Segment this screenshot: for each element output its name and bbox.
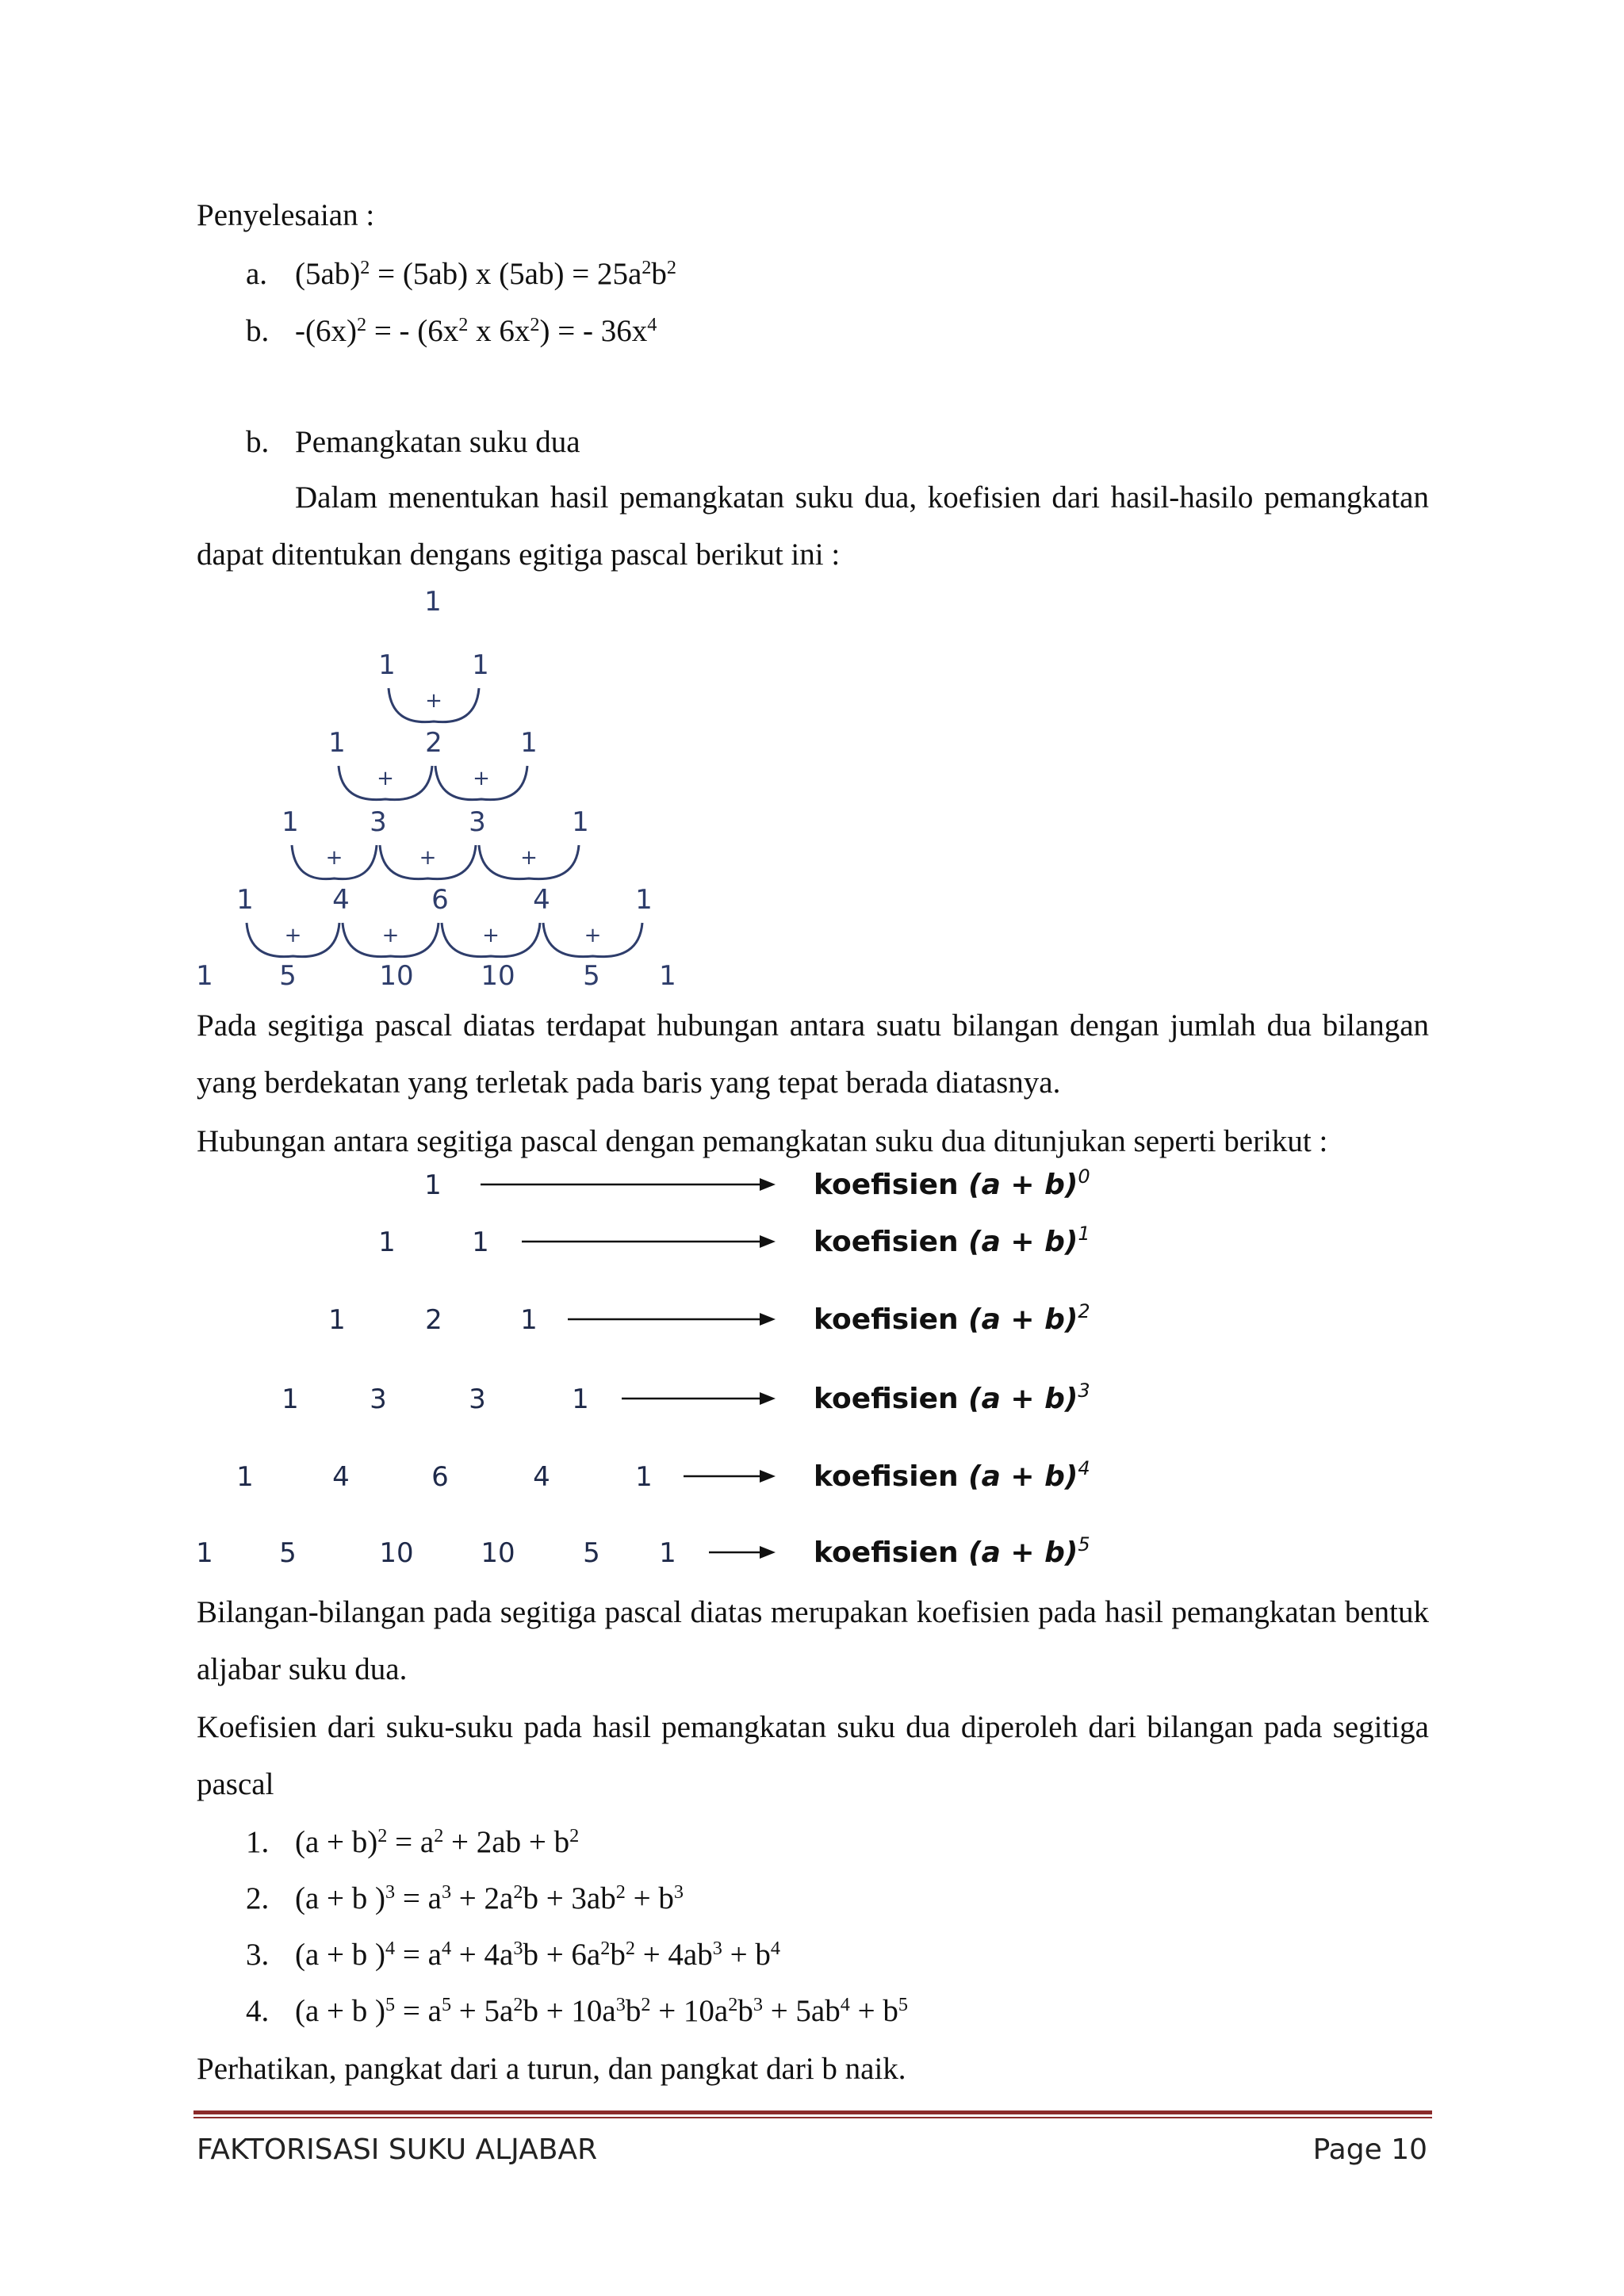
pascal-plus-sign: + [381,924,400,947]
expansion-1: $(a + b)^2 = a^2 + 2ab + b^2$ [295,1824,580,1859]
coef-number: 1 [196,1537,213,1569]
expansion-4-marker: 4. [246,1994,270,2028]
coef-number: 2 [425,1304,442,1336]
solution-item-b: $-(6x)^2$ = - ($6x^2$ x $6x^2$) = - $36x^4$ [295,313,657,348]
coef-number: 4 [533,1461,550,1493]
pascal-number: 1 [520,727,538,759]
closing-note: Perhatikan, pangkat dari a turun, dan pangkat dari b naik. [197,2052,906,2086]
expansion-4: (a + b )$^5 = a^5 + 5a^2b + 10a^3b^2 + 10a^2b^3 + 5ab^4 + b^5$ [295,1993,908,2028]
coef-arrow-head [760,1313,776,1326]
expansion-1-marker: 1. [246,1825,270,1859]
pascal-number: 1 [378,649,396,681]
footer-page-number: Page 10 [1312,2133,1427,2166]
pascal-plus-sign: + [482,924,500,947]
section-intro: Dalam menentukan hasil pemangkatan suku dua, koefisien dari hasil-hasilo pemangkatan dapat ditentukan dengans egitiga pascal berikut ini : [197,480,1429,572]
coef-label: koefisien $(a + b)^2$ [814,1300,1090,1336]
pascal-number: 3 [370,806,387,838]
pascal-number: 1 [572,806,589,838]
pascal-number: 10 [481,960,515,992]
coef-label: koefisien $(a + b)^0$ [814,1165,1090,1201]
pascal-plus-sign: + [419,846,437,870]
para-relation: Pada segitiga pascal diatas terdapat hubungan antara suatu bilangan dengan jumlah dua bilangan yang berdekatan yang terletak pada baris yang tepat berada diatasnya. [197,1008,1429,1100]
pascal-number: 1 [635,884,653,916]
solution-item-a-marker: a. [246,257,268,291]
section-title: Pemangkatan suku dua [295,425,580,459]
pascal-plus-sign: + [520,846,538,870]
pascal-number: 4 [533,884,550,916]
pascal-number: 1 [472,649,489,681]
coef-label: koefisien $(a + b)^4$ [814,1457,1090,1493]
expansion-3: (a + b )$^4 = a^4 + 4a^3b + 6a^2b^2 + 4ab^3 + b^4$ [295,1937,780,1972]
solution-item-a: $(5ab)^2 = (5ab)$ x $(5ab) = 25a^2b^2$ [295,256,676,291]
coef-number: 10 [379,1537,414,1569]
coef-label: koefisien $(a + b)^5$ [814,1533,1090,1569]
coef-number: 6 [431,1461,449,1493]
pascal-number: 4 [332,884,350,916]
coef-number: 3 [370,1383,387,1415]
coef-number: 1 [424,1169,442,1201]
expansion-3-marker: 3. [246,1938,270,1972]
coef-number: 1 [328,1304,346,1336]
pascal-number: 1 [236,884,254,916]
pascal-number: 1 [659,960,676,992]
pascal-number: 1 [424,586,442,618]
pascal-number: 2 [425,727,442,759]
solution-heading: Penyelesaian : [197,198,375,232]
pascal-plus-sign: + [473,767,490,790]
expansion-2-marker: 2. [246,1881,270,1915]
pascal-number: 1 [196,960,213,992]
pascal-number: 1 [328,727,346,759]
para-relation2: Hubungan antara segitiga pascal dengan pemangkatan suku dua ditunjukan seperti berikut : [197,1124,1328,1158]
coef-number: 1 [282,1383,299,1415]
footer-rule-bottom [193,2117,1432,2118]
section-marker: b. [246,425,270,459]
pascal-plus-sign: + [284,924,302,947]
pascal-number: 6 [431,884,449,916]
pascal-number: 5 [279,960,297,992]
para-numbers: Bilangan-bilangan pada segitiga pascal diatas merupakan koefisien pada hasil pemangkatan bentuk aljabar suku dua. [197,1595,1429,1686]
coef-arrow-head [760,1546,776,1559]
coef-number: 1 [236,1461,254,1493]
pascal-number: 10 [379,960,414,992]
para-coef: Koefisien dari suku-suku pada hasil pemangkatan suku dua diperoleh dari bilangan pada segitiga pascal [197,1710,1429,1801]
coef-number: 1 [572,1383,589,1415]
pascal-plus-sign: + [425,689,442,713]
footer-rule-top [193,2110,1432,2114]
coef-number: 4 [332,1461,350,1493]
pascal-number: 1 [282,806,299,838]
coef-number: 1 [635,1461,653,1493]
coef-number: 5 [583,1537,600,1569]
solution-item-b-marker: b. [246,314,270,348]
pascal-number: 5 [583,960,600,992]
coef-number: 1 [378,1226,396,1258]
coef-number: 1 [520,1304,538,1336]
coef-arrow-head [760,1392,776,1405]
pascal-plus-sign: + [325,846,343,870]
pascal-plus-sign: + [377,767,394,790]
pascal-number: 3 [469,806,486,838]
coef-label: koefisien $(a + b)^1$ [814,1223,1090,1258]
footer-title: FAKTORISASI SUKU ALJABAR [197,2133,598,2166]
coef-label: koefisien $(a + b)^3$ [814,1380,1090,1415]
coef-number: 10 [481,1537,515,1569]
coef-number: 1 [659,1537,676,1569]
coef-number: 1 [472,1226,489,1258]
coef-number: 5 [279,1537,297,1569]
coef-arrow-head [760,1178,776,1191]
coef-arrow-head [760,1470,776,1483]
coef-arrow-head [760,1235,776,1248]
pascal-plus-sign: + [584,924,602,947]
expansion-2: (a + b )$^3 = a^3 + 2a^2b + 3ab^2 + b^3$ [295,1881,684,1915]
coef-number: 3 [469,1383,486,1415]
